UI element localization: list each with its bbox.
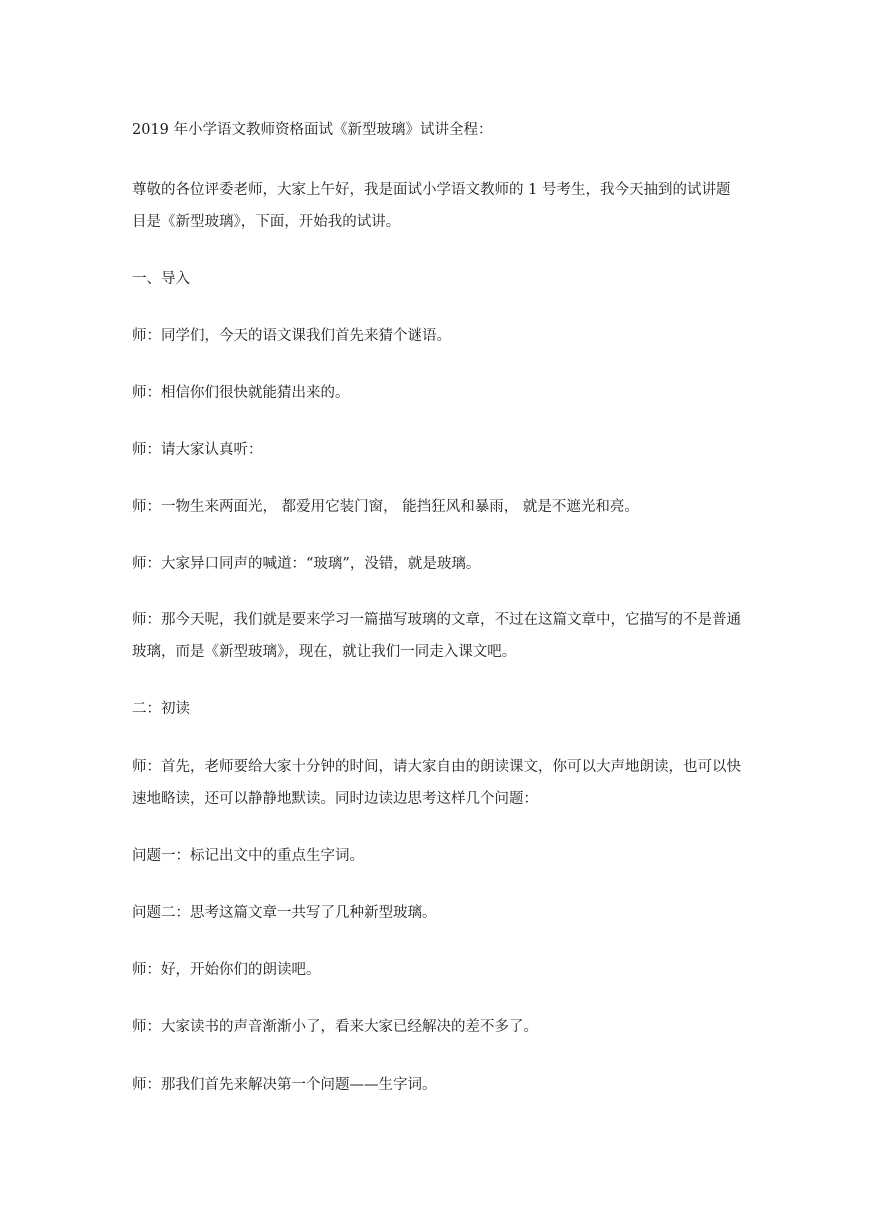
paragraph: 师：大家异口同声的喊道：“玻璃”，没错，就是玻璃。 (132, 556, 481, 572)
paragraph: 师：好，开始你们的朗读吧。 (132, 962, 321, 978)
paragraph: 师：同学们，今天的语文课我们首先来猜个谜语。 (132, 328, 451, 344)
paragraph: 师：大家读书的声音渐渐小了，看来大家已经解决的差不多了。 (132, 1019, 538, 1035)
document-title: 2019 年小学语文教师资格面试《新型玻璃》试讲全程： (132, 122, 493, 138)
section-heading-intro: 一、导入 (132, 271, 190, 287)
paragraph: 师：那我们首先来解决第一个问题——生字词。 (132, 1077, 437, 1093)
paragraph: 师：请大家认真听： (132, 442, 263, 458)
question-two: 问题二：思考这篇文章一共写了几种新型玻璃。 (132, 905, 437, 921)
riddle-paragraph: 师：一物生来两面光， 都爱用它装门窗， 能挡狂风和暴雨， 就是不遮光和亮。 (132, 499, 639, 515)
section-heading-first-reading: 二：初读 (132, 701, 190, 717)
paragraph: 师：相信你们很快就能猜出来的。 (132, 385, 350, 401)
intro-paragraph: 尊敬的各位评委老师，大家上午好，我是面试小学语文教师的 1 号考生，我今天抽到的试讲题目是《新型玻璃》，下面，开始我的试讲。 (132, 182, 731, 230)
paragraph: 师：那今天呢，我们就是要来学习一篇描写玻璃的文章，不过在这篇文章中，它描写的不是普通玻璃，而是《新型玻璃》，现在，就让我们一同走入课文吧。 (132, 612, 741, 660)
question-one: 问题一：标记出文中的重点生字词。 (132, 848, 364, 864)
paragraph: 师：首先，老师要给大家十分钟的时间，请大家自由的朗读课文，你可以大声地朗读，也可以快速地略读，还可以静静地默读。同时边读边思考这样几个问题： (132, 759, 741, 807)
